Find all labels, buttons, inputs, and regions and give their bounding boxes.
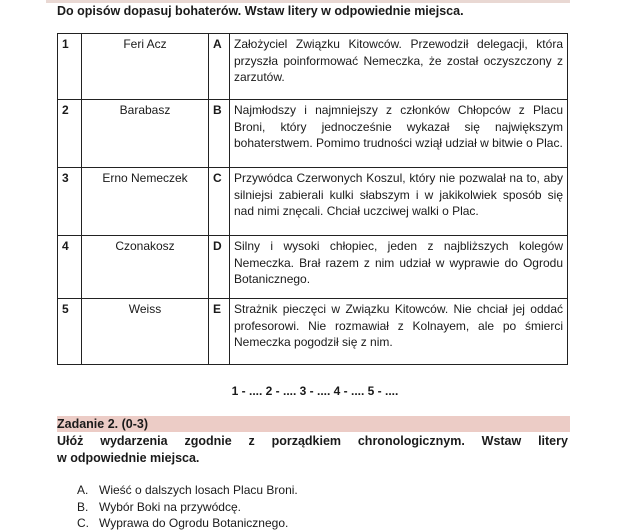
row-number: 4: [58, 236, 82, 299]
instruction-word: Wstaw: [481, 434, 522, 448]
table-row: [58, 34, 568, 100]
event-text: Wieść o dalszych losach Placu Broni.: [99, 483, 298, 497]
matching-table: [57, 33, 568, 365]
hero-name: Czonakosz: [82, 236, 209, 299]
instruction-word: zgodnie: [184, 434, 232, 448]
list-item: [77, 499, 298, 516]
event-text: Wyprawa do Ogrodu Botanicznego.: [99, 516, 289, 530]
events-list: [77, 482, 298, 532]
instruction-word: Ułóż: [57, 434, 84, 448]
row-number: 1: [58, 34, 82, 100]
list-item: [77, 482, 298, 499]
hero-description: Przywódca Czerwonych Koszul, który nie pozwalał na to, aby silniejsi zabierali kulki słabszym i w jakikolwiek sposób się nad nimi znęcali. Chciał uczciwej walki o Plac.: [230, 168, 568, 236]
hero-name: Feri Acz: [82, 34, 209, 100]
table-row: [58, 100, 568, 168]
task2-instruction: [57, 433, 568, 467]
hero-description: Najmłodszy i najmniejszy z członków Chłopców z Placu Broni, który jednocześnie wykazał się największym bohaterstwem. Pomimo trudności wziął udział w bitwie o Plac.: [230, 100, 568, 168]
hero-description: Strażnik pieczęci w Związku Kitowców. Nie chciał jej oddać profesorowi. Nie rozmawiał z Kolnayem, ale po śmierci Nemeczka pogodził się z nim.: [230, 299, 568, 365]
instruction-word: chronologicznym.: [357, 434, 465, 448]
task1-instruction: Do opisów dopasuj bohaterów. Wstaw litery w odpowiednie miejsca.: [57, 4, 464, 18]
row-number: 5: [58, 299, 82, 365]
hero-description: Silny i wysoki chłopiec, jeden z najbliższych kolegów Nemeczka. Brał razem z nim udział w wyprawie do Ogrodu Botanicznego.: [230, 236, 568, 299]
instruction-word: litery: [538, 434, 568, 448]
instruction-word: wydarzenia: [100, 434, 168, 448]
table-row: [58, 299, 568, 365]
description-letter: E: [209, 299, 230, 365]
table-row: [58, 168, 568, 236]
row-number: 3: [58, 168, 82, 236]
top-decorative-band: [46, 0, 570, 3]
instruction-word: porządkiem: [271, 434, 342, 448]
hero-name: Weiss: [82, 299, 209, 365]
list-item: [77, 515, 298, 532]
description-letter: D: [209, 236, 230, 299]
table-row: [58, 236, 568, 299]
instruction-word: z: [248, 434, 255, 448]
hero-description: Założyciel Związku Kitowców. Przewodził delegacji, która przyszła poinformować Nemeczka, że został oczyszczony z zarzutów.: [230, 34, 568, 100]
event-text: Wybór Boki na przywódcę.: [99, 499, 241, 514]
event-letter: A.: [77, 483, 89, 497]
hero-name: Erno Nemeczek: [82, 168, 209, 236]
description-letter: C: [209, 168, 230, 236]
task2-heading: Zadanie 2. (0-3): [57, 416, 570, 432]
answer-line: 1 - .... 2 - .... 3 - .... 4 - .... 5 - ....: [231, 384, 399, 398]
row-number: 2: [58, 100, 82, 168]
event-letter: C.: [77, 516, 89, 530]
hero-name: Barabasz: [82, 100, 209, 168]
instruction-line-2: w odpowiednie miejsca.: [57, 451, 200, 465]
description-letter: B: [209, 100, 230, 168]
event-letter: B.: [77, 499, 89, 514]
description-letter: A: [209, 34, 230, 100]
